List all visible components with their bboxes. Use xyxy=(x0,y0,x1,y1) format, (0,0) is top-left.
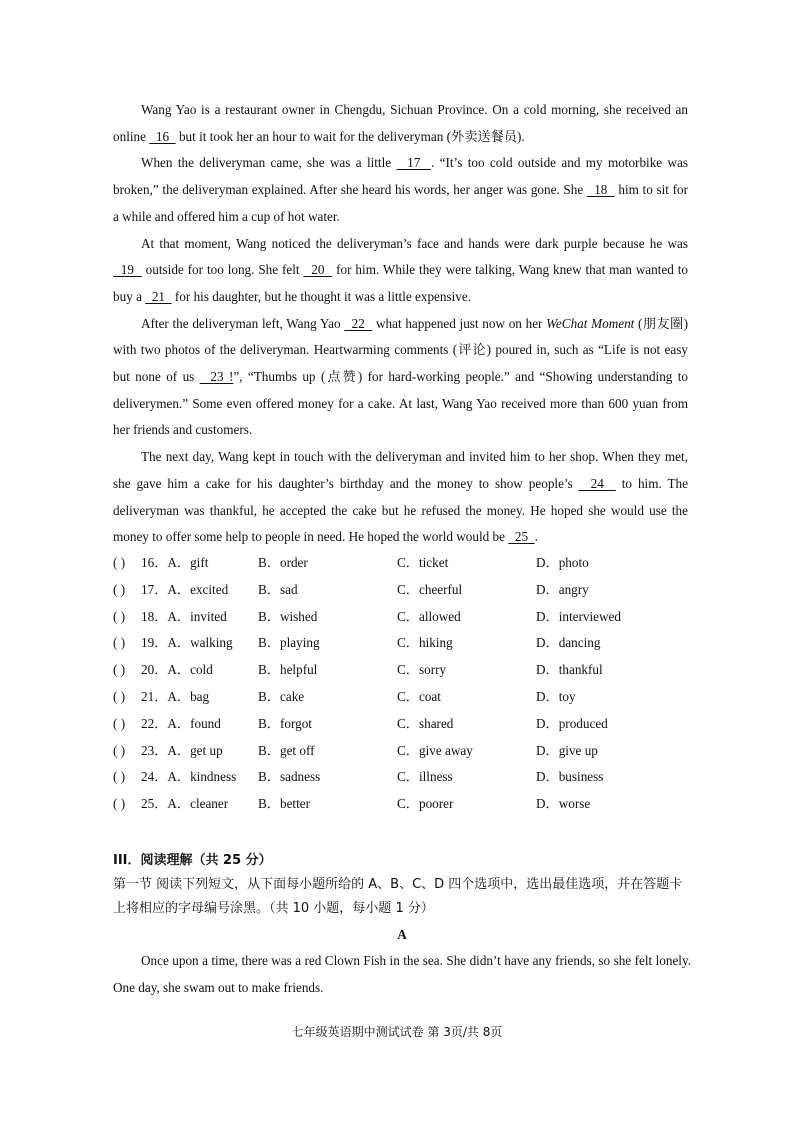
blank-21: 21 xyxy=(145,288,172,304)
option-d: D．business xyxy=(536,769,604,785)
option-c: C．shared xyxy=(397,715,454,731)
blank-20: 20 xyxy=(303,262,333,278)
option-c: C．allowed xyxy=(397,608,461,624)
question-21-options xyxy=(113,684,713,711)
answer-bracket: ( ) xyxy=(113,715,126,731)
option-c: C．hiking xyxy=(397,635,453,651)
passage-text: outside for too long. She felt xyxy=(141,262,304,278)
passage-text: At that moment, Wang noticed the deliveryman’s face and hands were dark purple because he was xyxy=(141,235,688,251)
passage-paragraph-4 xyxy=(113,311,688,445)
question-23-options xyxy=(113,738,713,765)
blank-19: 19 xyxy=(113,262,142,278)
option-a-text: A．get up xyxy=(167,742,223,758)
section-instruction: 第一节 阅读下列短文，从下面每小题所给的 A、B、C、D 四个选项中，选出最佳选项，并在答题卡上将相应的字母编号涂黑。（共 10 小题，每小题 1 分） xyxy=(113,877,683,916)
question-number: 24． xyxy=(141,769,168,785)
wechat-moment-term: WeChat Moment xyxy=(546,315,635,331)
passage-text: When the deliveryman came, she was a little xyxy=(141,155,397,171)
option-d: D．dancing xyxy=(536,635,601,651)
option-a-text: A．invited xyxy=(167,608,227,624)
part-label: A xyxy=(397,927,407,942)
option-d: D．angry xyxy=(536,581,589,597)
question-number: 17． xyxy=(141,581,168,597)
answer-bracket: ( ) xyxy=(113,769,126,785)
option-a-text: A．found xyxy=(167,715,221,731)
option-a-text: A．walking xyxy=(167,635,233,651)
answer-bracket: ( ) xyxy=(113,662,126,678)
question-17-options xyxy=(113,577,713,604)
option-a-text: A．excited xyxy=(167,581,229,597)
section-heading: III．阅读理解（共 25 分） xyxy=(113,853,272,868)
option-b: B．helpful xyxy=(258,662,318,678)
blank-16: 16 xyxy=(149,128,176,144)
question-19-options xyxy=(113,630,713,657)
blank-22: 22 xyxy=(344,315,373,331)
option-a-text: A．cleaner xyxy=(167,796,229,812)
passage-text: Wang Yao is a restaurant owner in Chengdu, Sichuan Province. On a cold morning, she received an online xyxy=(113,102,688,144)
answer-bracket: ( ) xyxy=(113,581,126,597)
option-b: B．wished xyxy=(258,608,318,624)
option-a xyxy=(141,604,227,631)
option-a-text: A．cold xyxy=(167,662,213,678)
option-a xyxy=(141,738,223,765)
option-a xyxy=(141,577,228,604)
question-16-options xyxy=(113,550,713,577)
option-a xyxy=(141,630,233,657)
passage-text: ”, “Thumbs up (点赞) for hard-working people.” and “Showing understanding to deliverymen.” Some even offered money for a cake. At last, Wang Yao received more than 600 yuan from her friends and customers. xyxy=(113,369,689,438)
option-c: C．cheerful xyxy=(397,581,463,597)
passage-text: but it took her an hour to wait for the deliveryman (外卖送餐员). xyxy=(175,128,525,144)
option-c: C．coat xyxy=(397,688,441,704)
blank-25: 25 xyxy=(508,529,535,545)
passage-text: for him. While they were talking, Wang knew that man wanted to buy a xyxy=(113,262,689,304)
option-b: B．better xyxy=(258,796,311,812)
option-a xyxy=(141,764,236,791)
option-a xyxy=(141,684,209,711)
answer-bracket: ( ) xyxy=(113,688,126,704)
answer-bracket: ( ) xyxy=(113,742,126,758)
blank-18: 18 xyxy=(586,182,615,198)
option-a xyxy=(141,657,213,684)
passage-paragraph-5 xyxy=(113,444,688,551)
cloze-passage xyxy=(113,97,688,551)
option-d: D．toy xyxy=(536,688,576,704)
option-a-text: A．bag xyxy=(167,688,210,704)
reading-section xyxy=(113,849,691,1001)
question-25-options xyxy=(113,791,713,818)
option-c: C．illness xyxy=(397,769,453,785)
question-number: 25． xyxy=(141,796,168,812)
option-b: B．sad xyxy=(258,581,298,597)
option-b: B．playing xyxy=(258,635,320,651)
answer-bracket: ( ) xyxy=(113,635,126,651)
question-24-options xyxy=(113,764,713,791)
option-c: C．ticket xyxy=(397,555,449,570)
question-number: 22． xyxy=(141,715,168,731)
page-footer: 七年级英语期中测试试卷 第 3页/共 8页 xyxy=(291,1025,503,1039)
blank-17: 17 xyxy=(396,155,432,171)
passage-text: to him. The deliveryman was thankful, he accepted the cake but he refused the money. He hoped she would use the money to offer some help to people in need. He hoped the world would be xyxy=(113,475,688,545)
question-20-options xyxy=(113,657,713,684)
answer-bracket: ( ) xyxy=(113,796,126,812)
question-number: 19． xyxy=(141,635,168,651)
question-number: 16． xyxy=(141,555,168,570)
passage-text: . xyxy=(534,529,538,545)
option-c: C．sorry xyxy=(397,662,447,678)
option-a xyxy=(141,791,228,818)
passage-text: for his daughter, but he thought it was a little expensive. xyxy=(171,288,472,304)
question-number: 18． xyxy=(141,608,168,624)
option-b: B．forgot xyxy=(258,715,312,731)
reading-passage-a: Once upon a time, there was a red Clown Fish in the sea. She didn’t have any friends, so she felt lonely. One day, she swam out to make friends. xyxy=(113,953,691,995)
question-number: 23． xyxy=(141,742,168,758)
question-22-options xyxy=(113,711,713,738)
option-d: D．thankful xyxy=(536,662,603,678)
option-d: D．give up xyxy=(536,742,598,758)
passage-text: him to sit for a while and offered him a cup of hot water. xyxy=(113,182,688,224)
option-b: B．sadness xyxy=(258,769,321,785)
option-d: D．photo xyxy=(536,555,589,570)
option-d: D．produced xyxy=(536,715,608,731)
passage-paragraph-3 xyxy=(113,231,688,311)
passage-text: what happened just now on her xyxy=(372,315,547,331)
question-18-options xyxy=(113,604,713,631)
blank-23: 23 ! xyxy=(199,369,234,385)
question-number: 20． xyxy=(141,662,168,678)
passage-text: (朋友圈) with two photos of the deliveryman. Heartwarming comments (评论) poured in, such as “Life is not easy but none of us xyxy=(113,315,688,385)
passage-paragraph-1 xyxy=(113,97,688,150)
passage-paragraph-2 xyxy=(113,150,688,230)
options-list xyxy=(113,550,713,818)
option-c: C．give away xyxy=(397,742,473,758)
passage-text: The next day, Wang kept in touch with the deliveryman and invited him to her shop. When they met, she gave him a cake for his daughter’s birthday and the money to show people’s xyxy=(113,449,688,491)
passage-text: . “It’s too cold outside and my motorbike was broken,” the deliveryman explained. After she heard his words, her anger was gone. She xyxy=(113,155,688,198)
option-b: B．order xyxy=(258,555,308,570)
answer-bracket: ( ) xyxy=(113,608,126,624)
question-number: 21． xyxy=(141,688,168,704)
answer-bracket: ( ) xyxy=(113,555,126,570)
option-b: B．cake xyxy=(258,688,305,704)
option-a-text: A．kindness xyxy=(167,769,237,785)
option-a xyxy=(141,550,208,577)
option-a-text: A．gift xyxy=(167,555,209,570)
option-b: B．get off xyxy=(258,742,315,758)
blank-24: 24 xyxy=(578,475,616,491)
option-a xyxy=(141,711,221,738)
option-c: C．poorer xyxy=(397,796,454,812)
option-d: D．interviewed xyxy=(536,608,621,624)
passage-text: After the deliveryman left, Wang Yao xyxy=(141,315,345,331)
option-d: D．worse xyxy=(536,796,591,812)
